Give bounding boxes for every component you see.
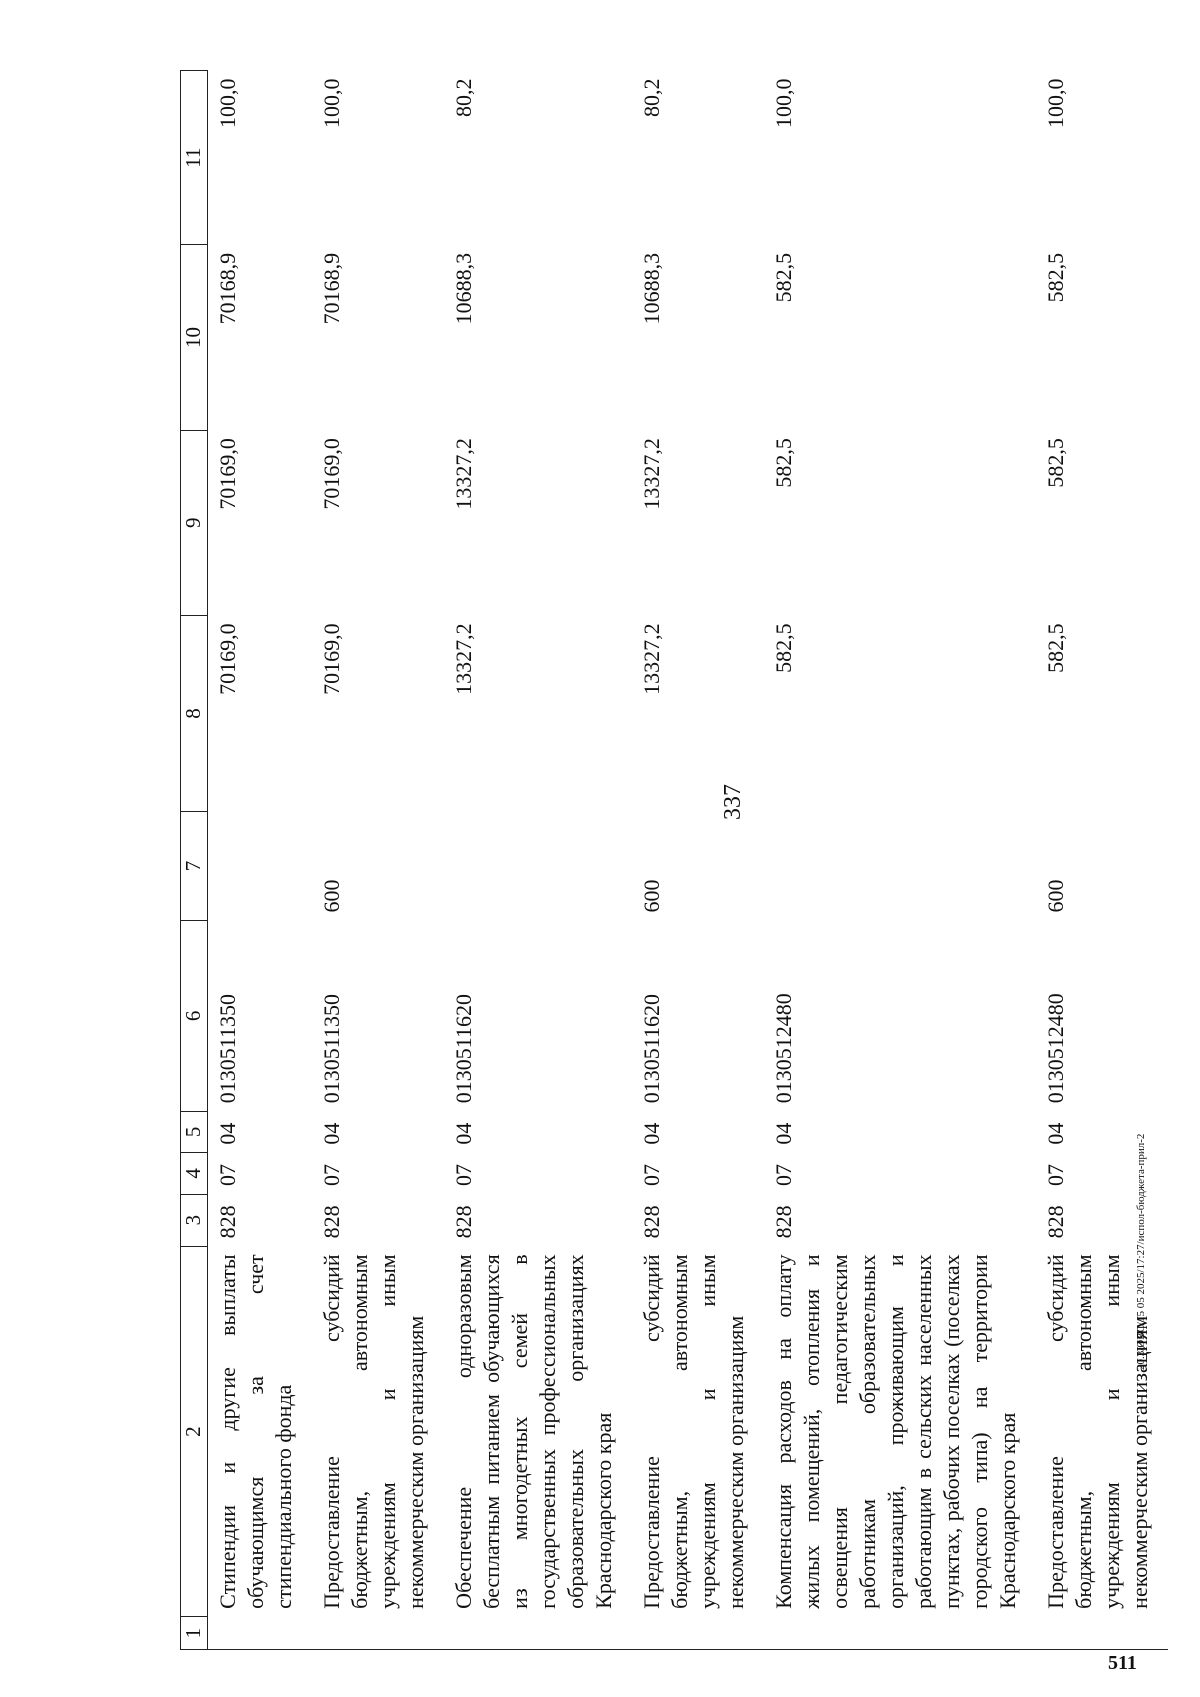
column-header: 6 [181,921,208,1112]
cell-col-11: 80,2 [451,78,476,117]
cell-col-1 [764,1617,1036,1650]
cell-col-8: 582,5 [771,623,796,673]
cell-chapter: 828 [319,1205,344,1239]
budget-table [180,70,1168,1650]
column-header: 5 [181,1111,208,1152]
cell-col-10: 582,5 [1043,252,1068,303]
cell-col-1 [444,1617,632,1650]
cell-col-10: 70168,9 [319,252,344,325]
cell-col-10: 70168,9 [215,252,240,325]
cell-subsection: 04 [319,1122,344,1145]
cell-col-9: 13327,2 [451,438,476,510]
cell-col-11: 80,2 [639,78,664,117]
cell-col-10: 10688,3 [451,252,476,325]
cell-target-article: 0130512480 [1043,993,1068,1104]
cell-col-8: 13327,2 [639,623,664,695]
cell-section: 07 [1043,1164,1068,1187]
cell-col-1 [208,1617,313,1650]
cell-expense-type [444,812,632,921]
cell-col-8: 13327,2 [451,623,476,695]
cell-section: 07 [319,1164,344,1187]
table-row [312,71,444,1650]
cell-col-9: 582,5 [1043,438,1068,488]
document-code-text: 20.3/ОВС/15 05 2025/17:27/испол-бюджета-прил-2 [1135,1133,1147,1370]
cell-col-9: 70169,0 [319,438,344,510]
column-header: 3 [181,1194,208,1246]
cell-col-9: 582,5 [771,438,796,488]
page-number-area [720,760,760,820]
cell-col-11: 100,0 [319,78,344,128]
cell-col-1 [312,1617,444,1650]
cell-description: Стипендии и другие выплаты обучающимся за счет стипендиального фонда [215,1254,296,1609]
cell-col-10: 10688,3 [639,252,664,325]
cell-subsection: 04 [771,1122,796,1145]
page-number: 337 [720,784,746,820]
sheet-number: 511 [1108,1652,1137,1674]
cell-col-9: 70169,0 [215,438,240,510]
cell-col-8: 70169,0 [319,623,344,695]
cell-col-1 [632,1617,764,1650]
cell-description: Предоставление субсидий бюджетным, автономным учреждениям и иным некоммерческим организациям [639,1254,748,1609]
cell-col-1 [1036,1617,1168,1650]
cell-chapter: 828 [451,1205,476,1239]
column-header: 11 [181,71,208,245]
table-row [444,71,632,1650]
cell-col-11: 100,0 [215,78,240,128]
cell-chapter: 828 [1043,1205,1068,1239]
column-header: 7 [181,812,208,921]
cell-col-11: 100,0 [771,78,796,128]
column-header: 4 [181,1153,208,1194]
cell-description: Обеспечение одноразовым бесплатным питанием обучающихся из многодетных семей в государственных профессиональных образовательных организациях Краснодарского края [451,1254,616,1609]
cell-target-article: 0130511350 [319,994,344,1104]
header-row [181,71,208,1650]
cell-col-8: 70169,0 [215,623,240,695]
cell-target-article: 0130511350 [215,994,240,1104]
cell-subsection: 04 [1043,1122,1068,1145]
column-header: 9 [181,430,208,615]
cell-col-9: 13327,2 [639,438,664,510]
cell-expense-type [764,812,1036,921]
cell-expense-type [208,812,313,921]
column-header: 10 [181,245,208,430]
cell-target-article: 0130511620 [639,994,664,1104]
cell-col-11: 100,0 [1043,78,1068,128]
column-header: 1 [181,1617,208,1650]
cell-description: Предоставление субсидий бюджетным, автономным учреждениям и иным некоммерческим организациям [1043,1254,1152,1609]
table-row [632,71,764,1650]
table-row [208,71,313,1650]
cell-description: Предоставление субсидий бюджетным, автономным учреждениям и иным некоммерческим организациям [319,1254,428,1609]
cell-chapter: 828 [771,1205,796,1239]
cell-subsection: 04 [639,1122,664,1145]
cell-expense-type: 600 [1043,879,1068,913]
cell-section: 07 [639,1164,664,1187]
cell-description: Компенсация расходов на оплату жилых помещений, отопления и освещения педагогическим работникам образовательных организаций, проживающим и работающим в сельских населенных пунктах, рабочих поселках (поселках городского типа) на территории Краснодарского края [771,1254,1020,1609]
cell-chapter: 828 [639,1205,664,1239]
cell-col-8: 582,5 [1043,623,1068,673]
cell-chapter: 828 [215,1205,240,1239]
cell-expense-type: 600 [319,879,344,913]
column-header: 2 [181,1246,208,1617]
cell-expense-type: 600 [639,879,664,913]
cell-section: 07 [771,1164,796,1187]
cell-subsection: 04 [215,1122,240,1145]
document-code [1135,40,1155,1460]
cell-section: 07 [451,1164,476,1187]
table-row [764,71,1036,1650]
cell-col-10: 582,5 [771,252,796,303]
cell-target-article: 0130511620 [451,994,476,1104]
column-header: 8 [181,615,208,811]
cell-subsection: 04 [451,1122,476,1145]
rotated-content [180,70,1160,1650]
cell-target-article: 0130512480 [771,993,796,1104]
cell-section: 07 [215,1164,240,1187]
